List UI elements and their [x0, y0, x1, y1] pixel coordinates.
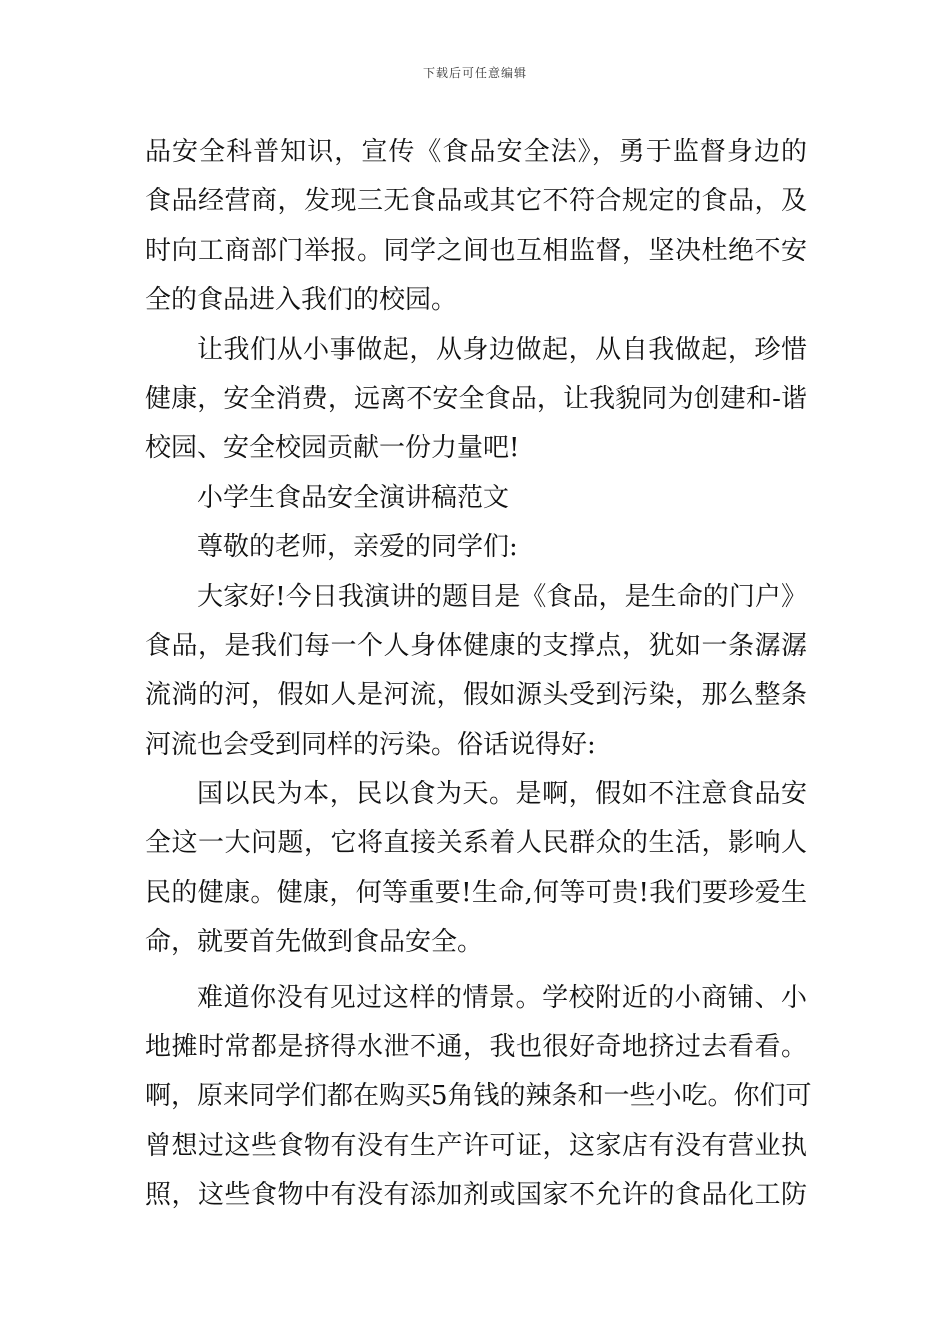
text-line: 食品，是我们每一个人身体健康的支撑点，犹如一条潺潺 — [145, 630, 807, 661]
text-line: 小学生食品安全演讲稿范文 — [197, 482, 510, 513]
paragraph — [145, 974, 812, 1221]
text-line: 食品经营商，发现三无食品或其它不符合规定的食品，及 — [145, 186, 807, 217]
page-header-note: 下载后可任意编辑 — [422, 66, 527, 80]
text-line: 国以民为本，民以食为天。是啊，假如不注意食品安 — [197, 779, 807, 810]
text-line: 全这一大问题，它将直接关系着人民群众的生活，影响人 — [145, 828, 807, 859]
text-line: 河流也会受到同样的污染。俗话说得好: — [145, 729, 596, 760]
text-line: 照，这些食物中有没有添加剂或国家不允许的食品化工防 — [145, 1180, 807, 1211]
text-line: 全的食品进入我们的校园。 — [145, 285, 458, 316]
text-line: 让我们从小事做起，从身边做起，从自我做起，珍惜 — [197, 334, 807, 365]
salutation — [145, 523, 807, 572]
text-line: 校园、安全校园贡献一份力量吧! — [145, 433, 520, 464]
text-line: 品安全科普知识，宣传《食品安全法》，勇于监督身边的 — [145, 137, 807, 167]
text-line: 尊敬的老师，亲爱的同学们: — [197, 532, 518, 563]
paragraph — [145, 573, 807, 771]
text-line: 健康，安全消费，远离不安全食品，让我貌同为创建和-谐 — [145, 383, 807, 414]
text-line: 难道你没有见过这样的情景。学校附近的小商铺、小 — [197, 982, 807, 1013]
text-line: 流淌的河，假如人是河流，假如源头受到污染，那么整条 — [145, 680, 807, 711]
section-title — [145, 474, 807, 523]
text-line: 啊，原来同学们都在购买5角钱的辣条和一些小吃。你们可 — [145, 1081, 812, 1112]
document-body — [145, 128, 812, 1221]
text-line: 时向工商部门举报。同学之间也互相监督，坚决杜绝不安 — [145, 235, 807, 266]
text-line: 大家好!今日我演讲的题目是《食品，是生命的门户》 — [197, 581, 807, 612]
text-line: 民的健康。健康，何等重要!生命,何等可贵!我们要珍爱生 — [145, 877, 807, 908]
text-line: 地摊时常都是挤得水泄不通，我也很好奇地挤过去看看。 — [145, 1032, 807, 1063]
paragraph — [145, 128, 807, 326]
paragraph — [145, 326, 807, 474]
paragraph — [145, 770, 807, 968]
text-line: 曾想过这些食物有没有生产许可证，这家店有没有营业执 — [145, 1130, 807, 1161]
text-line: 命，就要首先做到食品安全。 — [145, 927, 484, 958]
